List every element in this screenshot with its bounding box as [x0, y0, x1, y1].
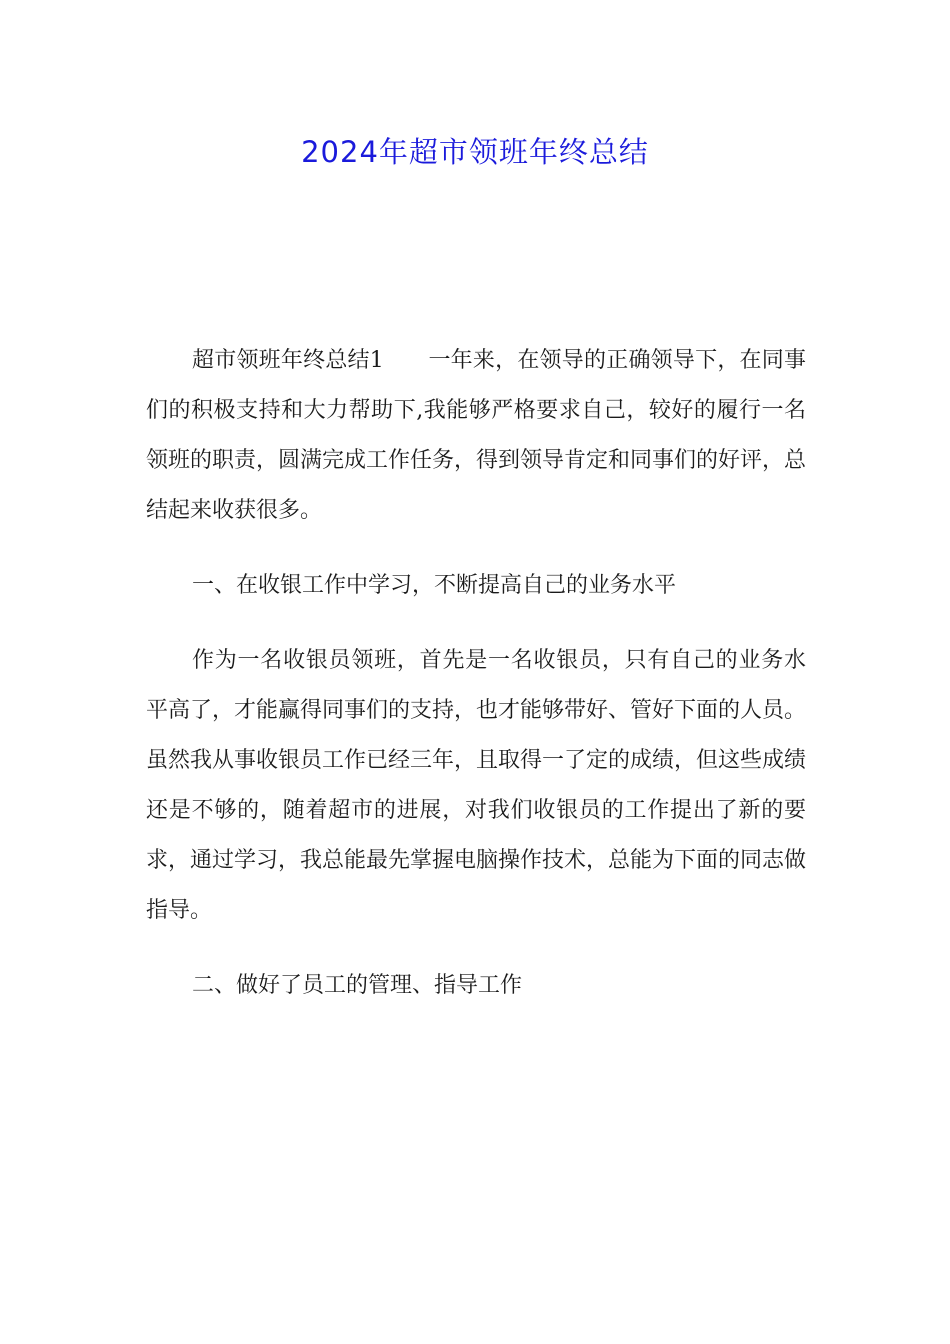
document-title: 2024年超市领班年终总结 — [301, 135, 649, 169]
paragraph-section-1: 作为一名收银员领班，首先是一名收银员，只有自己的业务水平高了，才能赢得同事们的支持，也才能够带好、管好下面的人员。虽然我从事收银员工作已经三年，且取得一了定的成绩，但这些成绩还是不够的，随着超市的进展，对我们收银员的工作提出了新的要求，通过学习，我总能最先掌握电脑操作技术，总能为下面的同志做指导。 — [146, 648, 807, 923]
paragraph-intro: 超市领班年终总结1 一年来，在领导的正确领导下，在同事们的积极支持和大力帮助下,我能够严格要求自己，较好的履行一名领班的职责，圆满完成工作任务，得到领导肯定和同事们的好评，总结起来收获很多。 — [146, 348, 807, 523]
section-heading-1: 一、在收银工作中学习，不断提高自己的业务水平 — [192, 573, 677, 598]
document-body — [146, 336, 806, 1011]
section-heading-2: 二、做好了员工的管理、指导工作 — [192, 973, 523, 998]
